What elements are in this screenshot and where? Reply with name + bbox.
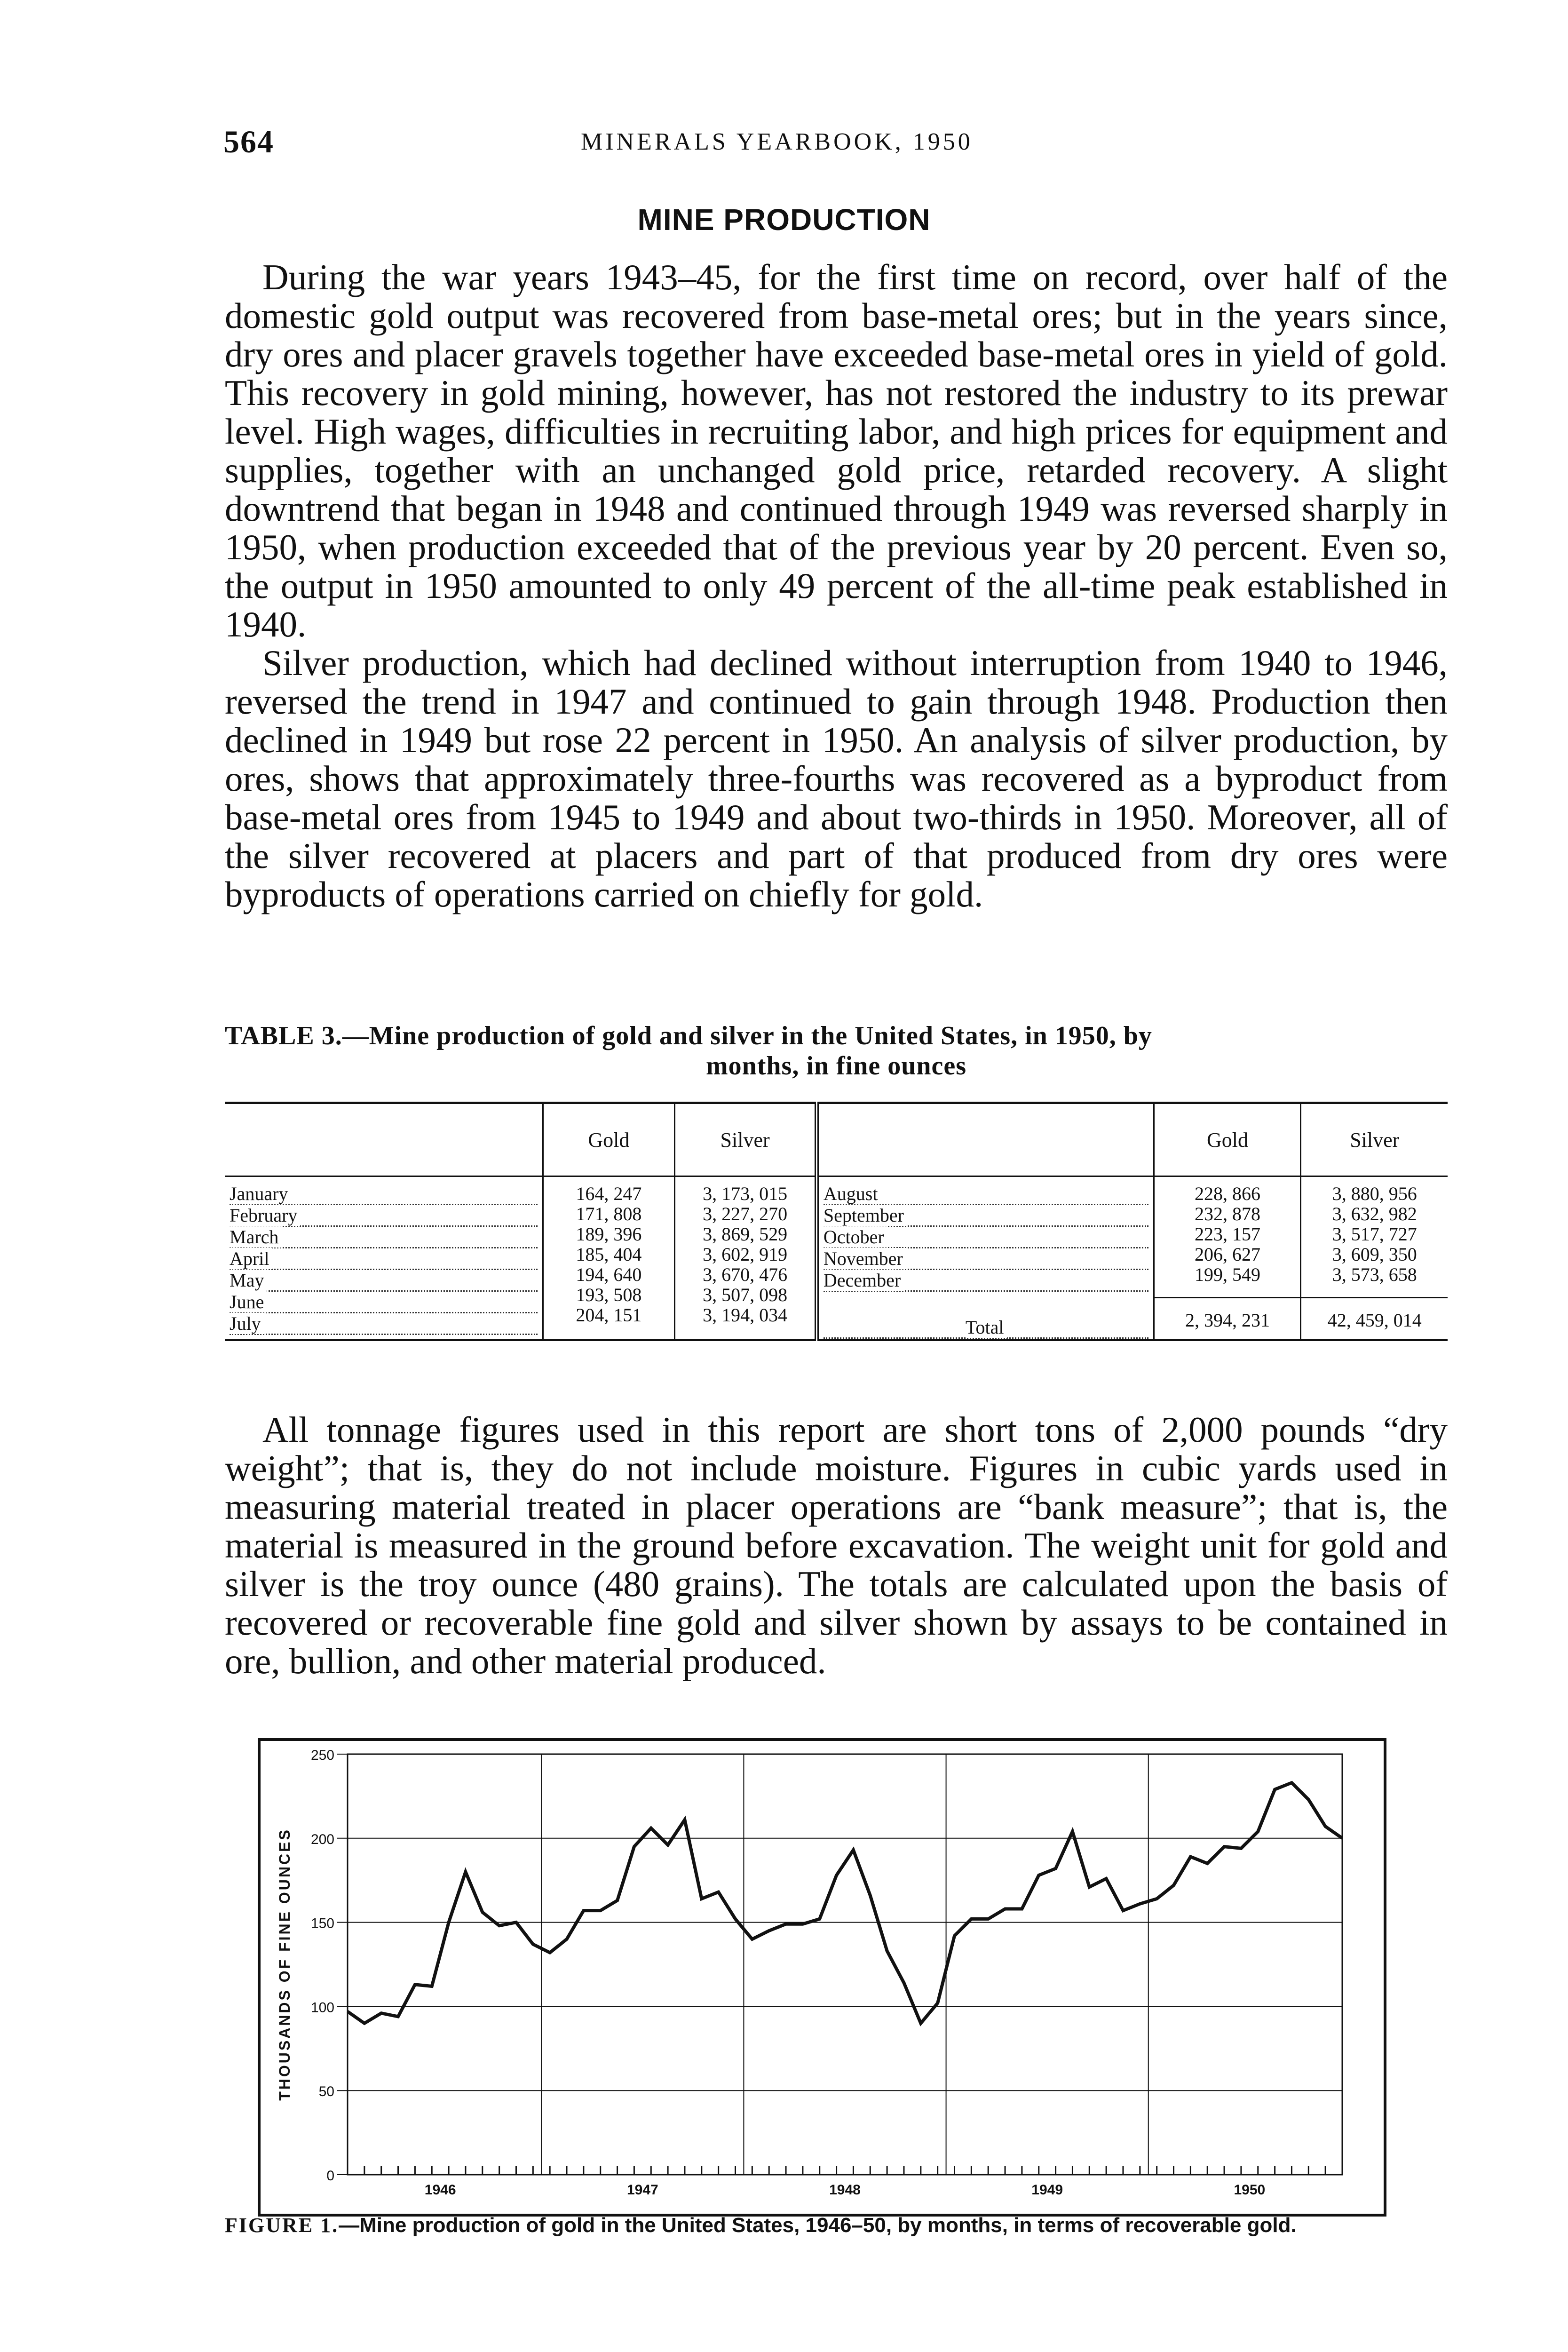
data-point [684,1819,685,1820]
y-tick-label: 150 [310,1915,334,1931]
gold-value: 204, 151 [576,1304,642,1326]
silver-value: 3, 869, 529 [703,1224,788,1245]
data-point [380,2012,382,2014]
silver-value: 3, 573, 658 [1332,1264,1417,1285]
data-point [903,1982,904,1984]
silver-value: 3, 507, 098 [703,1284,788,1305]
gold-value: 194, 640 [576,1264,642,1285]
silver-value: 3, 194, 034 [703,1304,788,1326]
month-label: February [230,1205,300,1226]
data-point [1055,1868,1056,1869]
header-silver-left: Silver [675,1103,817,1176]
y-tick-label: 250 [310,1748,334,1763]
data-point [532,1944,534,1945]
header-silver-right: Silver [1301,1103,1448,1176]
data-point [397,2016,399,2017]
data-point [1106,1878,1107,1879]
data-point [1325,1826,1326,1827]
units-text [225,1410,1448,1680]
left-silver-values [675,1176,817,1340]
data-point [887,1950,888,1952]
header-blank-right [816,1103,1154,1176]
data-point [920,2023,921,2024]
intro-text [225,258,1448,914]
gold-value: 206, 627 [1194,1244,1260,1265]
header-blank-left [225,1103,543,1176]
month-label: January [230,1183,291,1204]
header-gold-left: Gold [543,1103,675,1176]
month-label: October [824,1226,887,1248]
data-point [1021,1908,1022,1909]
month-label: July [230,1313,264,1334]
figure-caption-text: —Mine production of gold in the United States, 1946–50, by months, in terms of recoverable gold. [339,2214,1297,2237]
data-point [634,1846,635,1847]
data-point [1308,1799,1309,1800]
silver-value: 3, 632, 982 [1332,1203,1417,1224]
month-label: September [824,1205,907,1226]
page-header [223,123,1456,166]
right-months [816,1176,1154,1340]
gold-production-chart [261,1741,1384,2214]
gold-production-chart-frame [258,1738,1386,2217]
data-point [566,1939,568,1940]
silver-value: 3, 602, 919 [703,1244,788,1265]
data-point [1257,1831,1259,1832]
gold-value: 171, 808 [576,1203,642,1224]
data-point [1224,1846,1225,1847]
table-caption [225,1021,1448,1081]
data-point [802,1923,803,1925]
gold-value: 228, 866 [1194,1183,1260,1204]
page-number: 564 [223,124,274,159]
silver-value: 3, 517, 727 [1332,1224,1417,1245]
data-point [785,1923,787,1925]
data-point [1342,1837,1343,1839]
data-point [836,1875,837,1876]
total-gold-value: 2, 394, 231 [1185,1310,1270,1331]
data-point [954,1935,955,1937]
data-point [364,2023,365,2024]
data-point [1139,1903,1140,1905]
data-point [1291,1782,1292,1783]
gold-value: 193, 508 [576,1284,642,1305]
data-point [752,1939,753,1940]
data-point [1240,1848,1242,1849]
silver-value: 3, 609, 350 [1332,1244,1417,1265]
data-point [549,1952,551,1953]
month-label: April [230,1248,272,1269]
data-point [1173,1884,1174,1886]
y-tick-label: 200 [310,1831,334,1847]
left-gold-values [543,1176,675,1340]
paragraph-silver-production: Silver production, which had declined without interruption from 1940 to 1946, reversed the trend in 1947 and continued to gain through 1948. Production then declined in 1949 but rose 22 percent in 1950. An analysis of silver production, by ores, shows that approximately three-fourths was recovered as a byproduct from base-metal ores from 1945 to 1949 and about two-thirds in 1950. Moreover, all of the silver recovered at placers and part of that produced from dry ores were byproducts of operations carried on chiefly for gold. [225,643,1448,914]
month-label: November [824,1248,906,1269]
month-label: March [230,1226,281,1248]
table-body-row [225,1176,1448,1340]
data-point [431,1986,433,1987]
paragraph-gold-output: During the war years 1943–45, for the first time on record, over half of the domestic gold output was recovered from base-metal ores; but in the years since, dry ores and placer gravels together have exceeded base-metal ores in yield of gold. This recovery in gold mining, however, has not restored the industry to its prewar level. High wages, difficulties in recruiting labor, and high prices for equipment and supplies, together with an unchanged gold price, retarded recovery. A slight downtrend that began in 1948 and continued through 1949 was reversed sharply in 1950, when production exceeded that of the previous year by 20 percent. Even so, the output in 1950 amounted to only 49 percent of the all-time peak established in 1940. [225,257,1448,644]
total-label: Total [966,1317,1007,1338]
x-year-label: 1946 [424,2182,456,2198]
silver-value: 3, 880, 956 [1332,1183,1417,1204]
data-point [937,2002,938,2004]
data-point [1089,1886,1090,1888]
month-label: December [824,1270,903,1291]
gold-value: 223, 157 [1194,1224,1260,1245]
data-point [1038,1875,1039,1876]
total-silver-value: 42, 459, 014 [1327,1310,1422,1331]
data-point [718,1891,719,1893]
data-point [414,1984,416,1985]
data-point [515,1922,517,1923]
data-point [1005,1908,1006,1909]
data-point [1207,1863,1208,1864]
gold-value: 185, 404 [576,1244,642,1265]
data-point [667,1844,669,1846]
data-point [482,1912,483,1913]
gold-value: 232, 878 [1194,1203,1260,1224]
data-point [701,1898,702,1899]
silver-value: 3, 670, 476 [703,1264,788,1285]
data-point [988,1918,989,1920]
gold-value: 189, 396 [576,1224,642,1245]
data-point [853,1849,854,1851]
data-point [448,1922,450,1923]
x-year-label: 1948 [829,2182,861,2198]
month-label: June [230,1291,267,1312]
production-table [225,1102,1448,1341]
data-point [583,1910,584,1911]
x-year-label: 1947 [626,2182,658,2198]
data-point [617,1900,618,1901]
month-label: August [824,1183,881,1204]
gold-value: 199, 549 [1194,1264,1260,1285]
header-gold-right: Gold [1154,1103,1301,1176]
data-point [499,1925,500,1926]
table-caption-line1: TABLE 3.—Mine production of gold and silver in the United States, in 1950, by [225,1021,1152,1050]
x-year-label: 1950 [1234,2182,1266,2198]
left-months [225,1176,543,1340]
data-point [600,1910,601,1911]
silver-value: 3, 227, 270 [703,1203,788,1224]
running-head: MINERALS YEARBOOK, 1950 [581,128,973,155]
data-point [870,1895,871,1896]
figure-caption [225,2213,1457,2237]
right-gold-values [1154,1176,1301,1340]
y-axis-label: THOUSANDS OF FINE OUNCES [276,1828,293,2101]
silver-value: 3, 173, 015 [703,1183,788,1204]
data-point [1190,1856,1191,1858]
data-point [971,1918,972,1920]
x-year-label: 1949 [1031,2182,1063,2198]
y-tick-label: 100 [310,2000,334,2016]
data-point [735,1918,736,1920]
y-tick-label: 50 [318,2084,334,2100]
gold-value: 164, 247 [576,1183,642,1204]
month-label: May [230,1270,267,1291]
data-point [465,1871,466,1873]
table-header-row [225,1103,1448,1176]
data-point [347,2011,348,2012]
plot-area [348,1754,1342,2175]
data-point [650,1828,652,1829]
table-caption-line2: months, in fine ounces [705,1051,967,1081]
data-point [819,1918,820,1920]
section-heading: MINE PRODUCTION [637,203,931,237]
right-silver-values [1301,1176,1448,1340]
y-tick-label: 0 [326,2168,334,2184]
paragraph-units: All tonnage figures used in this report are short tons of 2,000 pounds “dry weight”; that is, they do not include moisture. Figures in cubic yards used in measuring material treated in placer operations are “bank measure”; that is, the material is measured in the ground before excavation. The weight unit for gold and silver is the troy ounce (480 grains). The totals are calculated upon the basis of recovered or recoverable fine gold and silver shown by assays to be contained in ore, bullion, and other material produced. [225,1409,1448,1681]
gold-production-line [348,1783,1342,2023]
data-point [1072,1831,1073,1832]
data-point [1122,1910,1124,1911]
data-point [1156,1898,1157,1899]
data-point [1274,1789,1275,1790]
data-point [768,1930,770,1931]
figure-label: FIGURE 1. [225,2214,339,2237]
